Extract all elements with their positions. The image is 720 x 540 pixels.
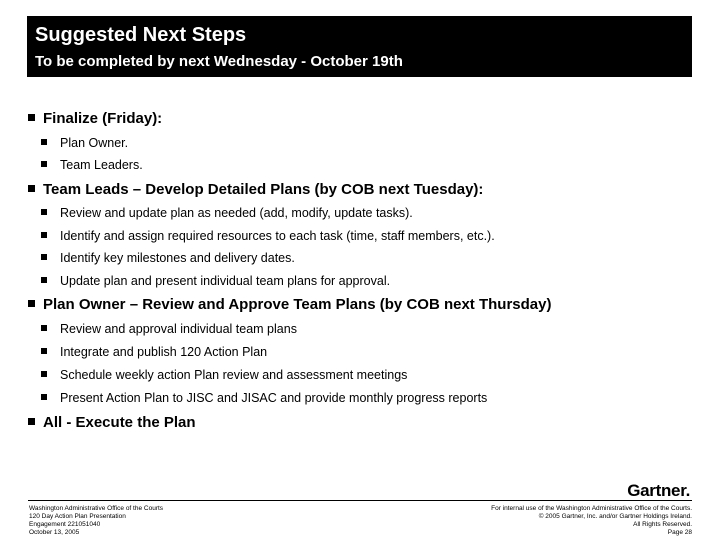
- square-bullet-icon: [41, 161, 47, 167]
- section-label: Team Leads – Develop Detailed Plans (by COB next Tuesday):: [43, 181, 484, 198]
- footer-left: [29, 505, 163, 537]
- section-label: Finalize (Friday):: [43, 110, 163, 127]
- footer-left-line: 120 Day Action Plan Presentation: [29, 513, 126, 520]
- list-item: [41, 136, 128, 150]
- list-item: [41, 368, 407, 382]
- square-bullet-icon: [28, 185, 35, 192]
- square-bullet-icon: [41, 277, 47, 283]
- footer-right-line: © 2005 Gartner, Inc. and/or Gartner Holdings Ireland.: [538, 513, 692, 520]
- section-heading: [28, 110, 162, 127]
- section-label: Plan Owner – Review and Approve Team Plans (by COB next Thursday): [43, 296, 552, 313]
- list-item-text: Present Action Plan to JISC and JISAC and provide monthly progress reports: [60, 391, 488, 405]
- footer-right-line: Page 28: [667, 529, 692, 536]
- footer-divider: [28, 500, 692, 501]
- square-bullet-icon: [41, 394, 47, 400]
- list-item: [41, 229, 495, 243]
- footer-right: [491, 505, 692, 537]
- list-item-text: Schedule weekly action Plan review and assessment meetings: [60, 368, 408, 382]
- section-heading: [28, 181, 483, 198]
- list-item: [41, 274, 390, 288]
- footer-left-line: Engagement 221051040: [29, 521, 101, 528]
- gartner-logo: Gartner.: [627, 481, 690, 500]
- list-item-text: Update plan and present individual team plans for approval.: [60, 274, 391, 288]
- section-label: All - Execute the Plan: [43, 414, 196, 431]
- footer-left-line: October 13, 2005: [29, 529, 80, 536]
- square-bullet-icon: [28, 300, 35, 307]
- list-item: [41, 251, 295, 265]
- list-item-text: Review and update plan as needed (add, modify, update tasks).: [60, 206, 413, 220]
- square-bullet-icon: [41, 348, 47, 354]
- list-item-text: Integrate and publish 120 Action Plan: [60, 345, 268, 359]
- footer-right-line: All Rights Reserved.: [633, 521, 692, 528]
- square-bullet-icon: [41, 371, 47, 377]
- list-item-text: Identify key milestones and delivery dates.: [60, 251, 295, 265]
- list-item-text: Identify and assign required resources to each task (time, staff members, etc.).: [60, 229, 495, 243]
- square-bullet-icon: [41, 254, 47, 260]
- list-item-text: Team Leaders.: [60, 158, 143, 172]
- list-item: [41, 391, 487, 405]
- list-item-text: Plan Owner.: [60, 136, 129, 150]
- list-item: [41, 345, 267, 359]
- square-bullet-icon: [41, 209, 47, 215]
- square-bullet-icon: [28, 114, 35, 121]
- square-bullet-icon: [28, 418, 35, 425]
- section-heading: [28, 414, 196, 431]
- list-item: [41, 206, 413, 220]
- list-item: [41, 158, 143, 172]
- list-item-text: Review and approval individual team plans: [60, 322, 297, 336]
- square-bullet-icon: [41, 139, 47, 145]
- section-heading: [28, 296, 551, 313]
- square-bullet-icon: [41, 325, 47, 331]
- square-bullet-icon: [41, 232, 47, 238]
- slide-title: Suggested Next Steps: [35, 24, 247, 46]
- list-item: [41, 322, 297, 336]
- footer-right-line: For internal use of the Washington Administrative Office of the Courts.: [491, 505, 692, 512]
- footer-left-line: Washington Administrative Office of the Courts: [29, 505, 164, 512]
- slide-subtitle: To be completed by next Wednesday - October 19th: [35, 53, 403, 70]
